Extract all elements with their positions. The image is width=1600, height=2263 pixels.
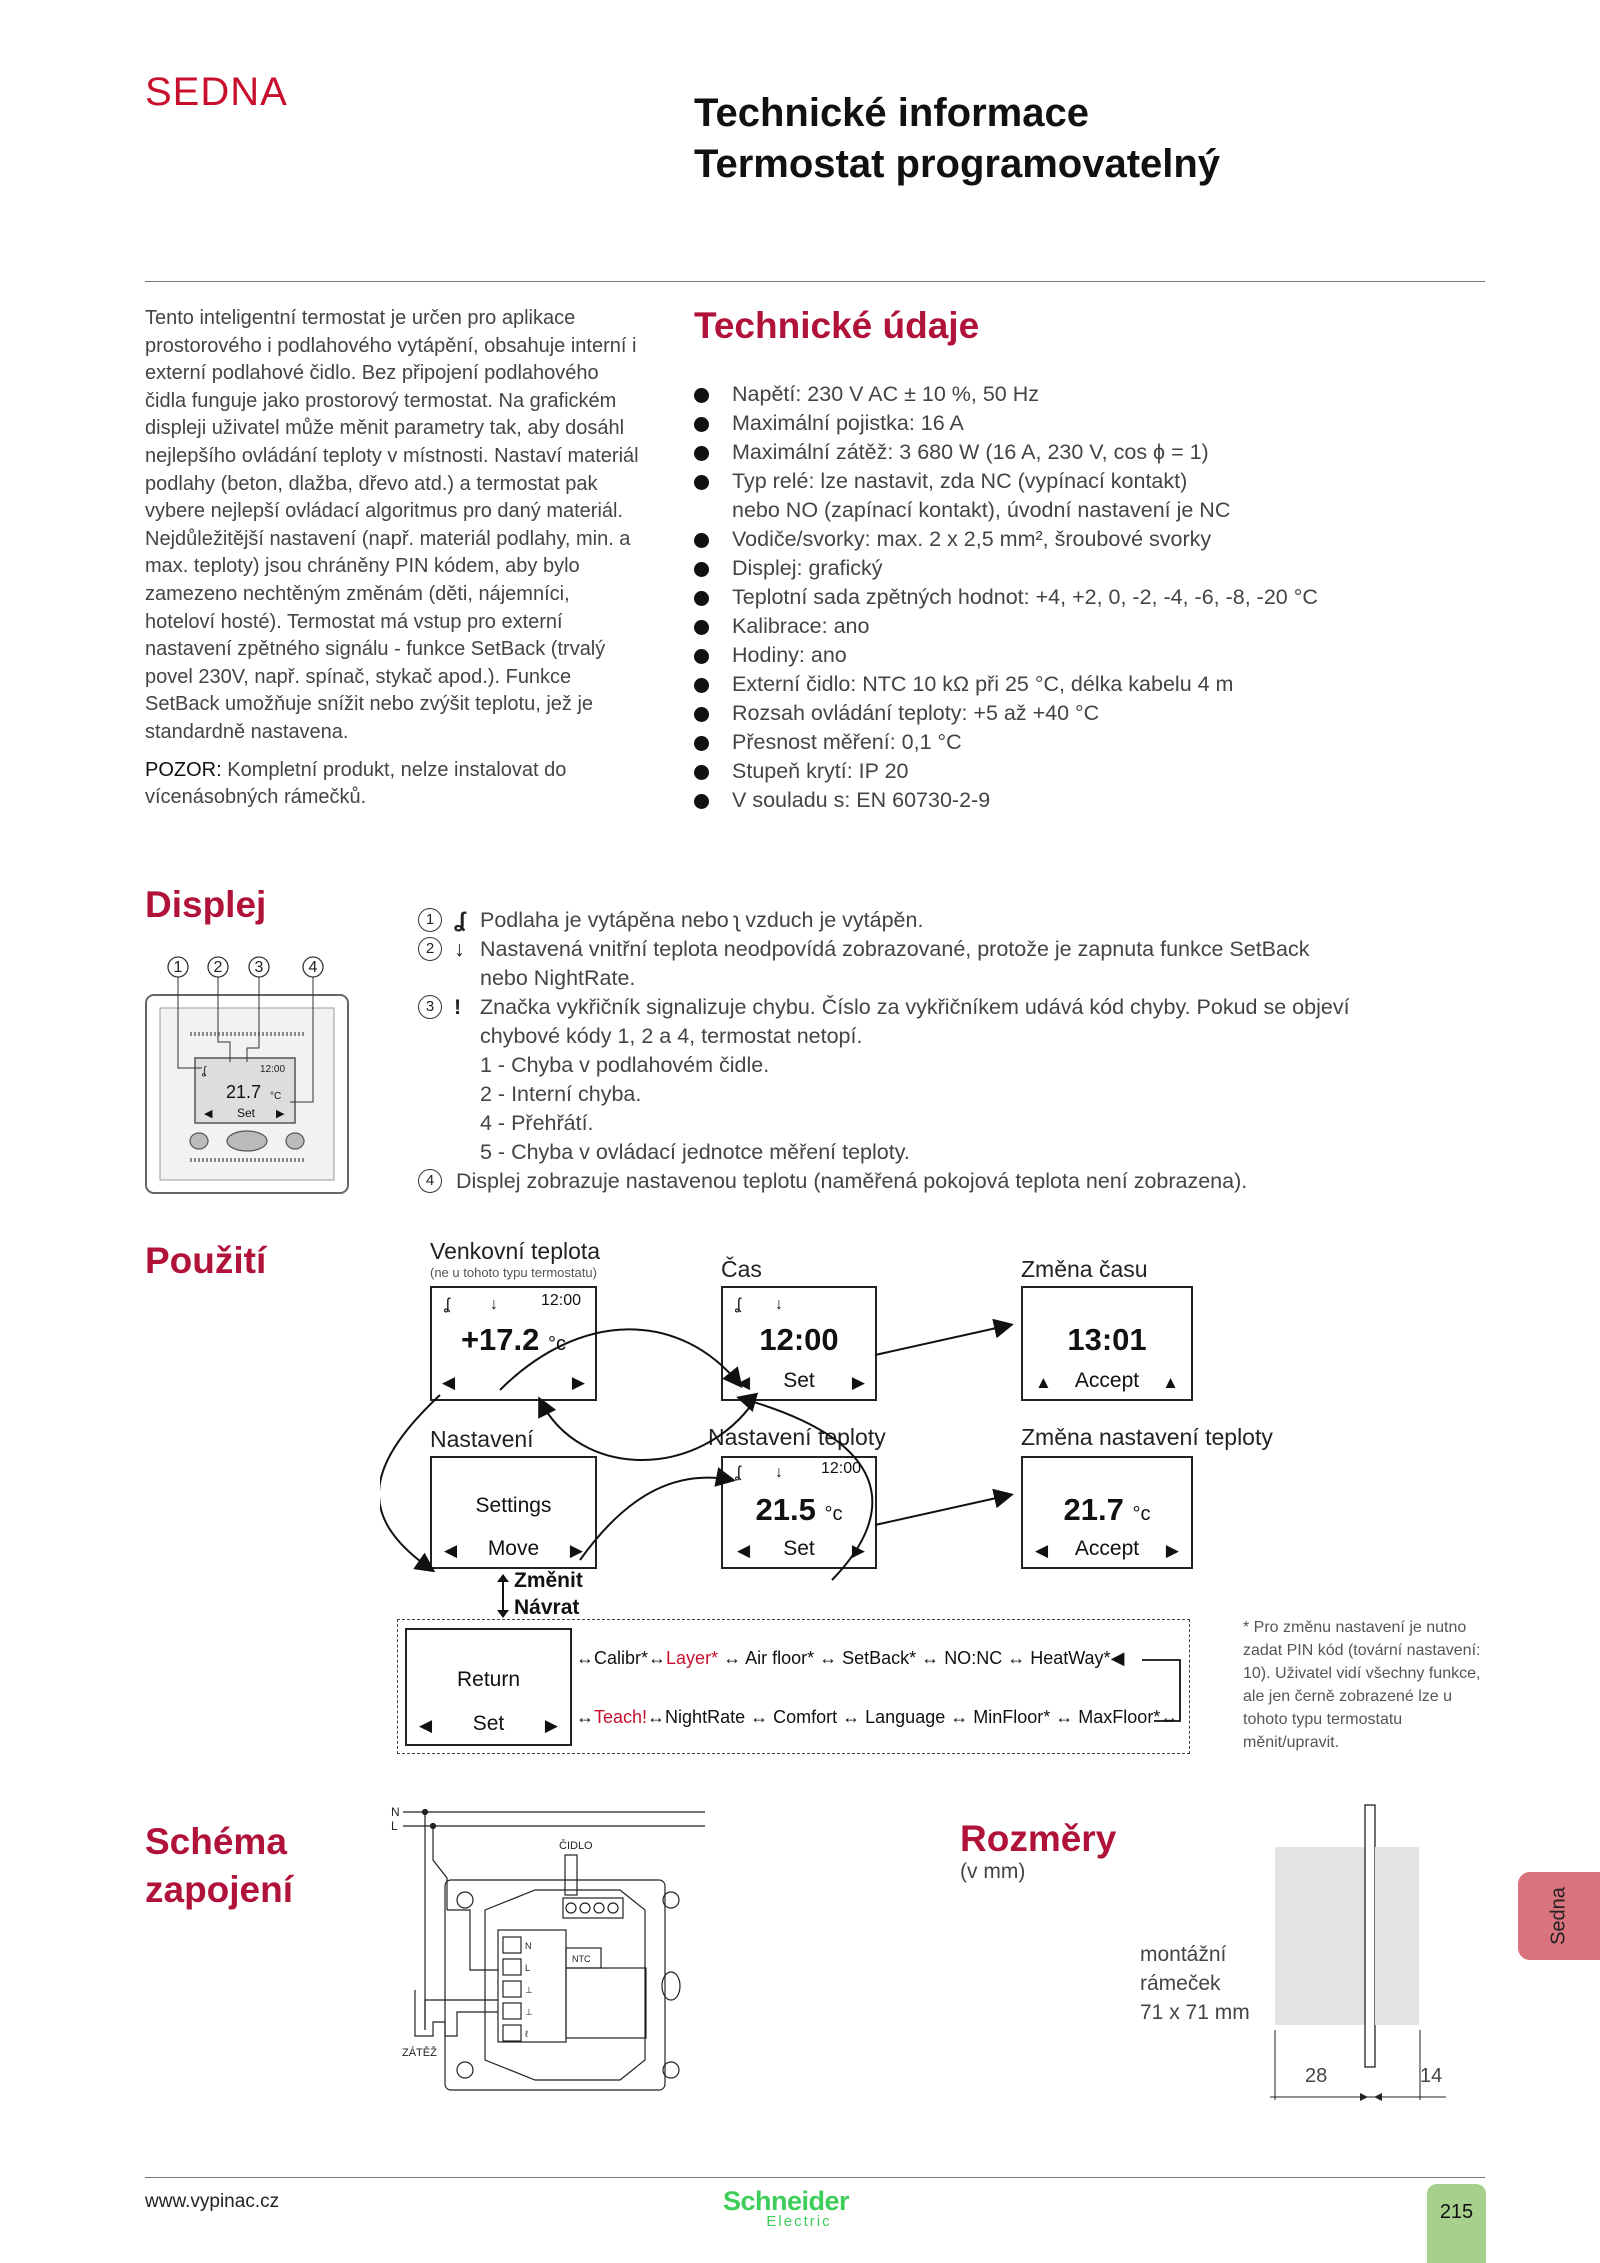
setback-arrow-icon: ↓ <box>775 1464 783 1481</box>
lcd-time: 12:00 <box>540 1292 581 1309</box>
setback-arrow-icon: ↓ <box>490 1296 498 1313</box>
marker-1: 1 <box>173 959 183 976</box>
sensor-label: ČIDLO <box>559 1840 593 1852</box>
display-note-4: 4 Displej zobrazuje nastavenou teplotu (naměřená pokojová teplota není zobrazena). <box>418 1167 1418 1196</box>
depth-b: 14 <box>1420 2065 1443 2087</box>
brand-title: SEDNA <box>145 70 288 114</box>
up-arrow-icon: ▲ <box>1035 1373 1052 1392</box>
spec-item: Hodiny: ano <box>694 641 1318 670</box>
spec-item: Maximální zátěž: 3 680 W (16 A, 230 V, cos ϕ = 1) <box>694 438 1318 467</box>
exclamation-icon: ! <box>454 995 462 1019</box>
lcd-bottom-label: Accept <box>1074 1537 1140 1560</box>
change-label: Změnit <box>514 1569 583 1592</box>
left-arrow-icon: ◀ <box>737 1373 751 1392</box>
up-arrow-icon: ▲ <box>1162 1373 1179 1392</box>
dimensions-unit: (v mm) <box>960 1860 1026 1883</box>
thermostat-device-figure <box>140 950 355 1200</box>
device-button-right <box>286 1133 304 1149</box>
right-arrow-icon: ▶ <box>851 1373 865 1392</box>
marker-3: 3 <box>254 959 264 976</box>
page-title <box>694 88 1220 190</box>
device-button-left <box>190 1133 208 1149</box>
wire-n-label: N <box>391 1805 400 1819</box>
spec-item: Přesnost měření: 0,1 °C <box>694 728 1318 757</box>
chain-item: Layer* <box>666 1648 719 1668</box>
terminal-5: ℓ <box>525 2029 528 2039</box>
terminal-l: L <box>525 1963 531 1973</box>
display-heading: Displej <box>145 884 267 925</box>
settings-chain-top: ↔Calibr*↔Layer* ↔ Air floor* ↔ SetBack* ↔ NO:NC ↔ HeatWay*◀ <box>576 1648 1125 1668</box>
settings-chain-bottom: ↔Teach!↔NightRate ↔ Comfort ↔ Language ↔ MinFloor* ↔ MaxFloor*↔ <box>576 1707 1179 1727</box>
intro-warning <box>145 757 645 812</box>
tech-spec-list <box>694 380 1318 815</box>
display-note-continuation: chybové kódy 1, 2 a 4, termostat netopí. <box>480 1024 863 1048</box>
footer-url[interactable]: www.vypinac.cz <box>145 2191 280 2212</box>
lcd-value: Settings <box>475 1494 552 1517</box>
lcd-bottom-label: Set <box>472 1712 505 1735</box>
lcd-bottom-label: Accept <box>1074 1369 1140 1392</box>
wiring-heading-line-2: zapojení <box>145 1869 294 1910</box>
ntc-label: NTC <box>572 1954 591 1964</box>
outdoor-temp-label: Venkovní teplota <box>430 1238 601 1264</box>
dimensions-heading: Rozměry <box>960 1818 1117 1859</box>
device-label: Set <box>237 1106 256 1120</box>
page-title-line-1: Technické informace <box>694 91 1089 135</box>
lcd-time: 12:00 <box>820 1460 861 1477</box>
right-arrow-icon: ▶ <box>544 1716 558 1735</box>
lcd-bottom-label: Move <box>487 1537 540 1560</box>
dimensions-drawing <box>1270 1800 1450 2110</box>
spec-item: Teplotní sada zpětných hodnot: +4, +2, 0, -2, -4, -6, -8, -20 °C <box>694 583 1318 612</box>
left-arrow-icon: ◀ <box>737 1541 751 1560</box>
lcd-return <box>405 1628 572 1746</box>
spec-item: Stupeň krytí: IP 20 <box>694 757 1318 786</box>
lcd-value: 12:00 <box>759 1322 839 1357</box>
display-note: 1 ʆ Podlaha je vytápěna nebo ʅ vzduch je vytápěn. <box>418 906 1418 935</box>
terminal-4: ⊥ <box>525 2007 533 2017</box>
temp-setting-label: Nastavení teploty <box>708 1424 886 1450</box>
floor-heat-icon: ʆ <box>735 1296 741 1313</box>
lcd-value: 13:01 <box>1067 1322 1147 1357</box>
setback-arrow-icon: ↓ <box>775 1296 783 1313</box>
chain-item: MaxFloor* <box>1078 1707 1161 1727</box>
logo-bottom: Electric <box>766 2213 832 2230</box>
time-change-label: Změna času <box>1021 1256 1148 1282</box>
terminal-3: ⊥ <box>525 1985 533 1995</box>
lcd-value: 21.5 °c <box>755 1492 843 1527</box>
lcd-bottom-label: Set <box>783 1369 815 1392</box>
spec-item: Displej: grafický <box>694 554 1318 583</box>
lcd-value: Return <box>456 1668 521 1691</box>
chain-item: Comfort <box>773 1707 838 1727</box>
spec-item: Rozsah ovládání teploty: +5 až +40 °C <box>694 699 1318 728</box>
spec-item: Maximální pojistka: 16 A <box>694 409 1318 438</box>
svg-text:◀: ◀ <box>204 1108 213 1120</box>
marker-2: 2 <box>213 959 223 976</box>
depth-a: 28 <box>1305 2065 1328 2087</box>
side-tab-label: Sedna <box>1547 1887 1570 1945</box>
frame-size-label: montážní rámeček 71 x 71 mm <box>1140 1943 1250 2024</box>
tech-heading: Technické údaje <box>694 305 980 346</box>
settings-label: Nastavení <box>430 1426 534 1452</box>
marker-4: 4 <box>308 959 318 976</box>
left-arrow-icon: ◀ <box>444 1541 458 1560</box>
section-side-tab[interactable] <box>1518 1872 1600 1960</box>
schneider-logo <box>711 2188 861 2230</box>
spec-relay: Typ relé: lze nastavit, zda NC (vypínací kontakt) <box>732 469 1188 493</box>
lcd-value: 21.7 °c <box>1063 1492 1151 1527</box>
page-number: 215 <box>1427 2184 1486 2263</box>
chain-item: Language <box>865 1707 946 1727</box>
wiring-heading <box>145 1818 293 1914</box>
warning-text: Kompletní produkt, nelze instalovat do vícenásobných rámečků. <box>145 758 567 809</box>
spec-relay-continuation: nebo NO (zapínací kontakt), úvodní nastavení je NC <box>732 498 1231 522</box>
svg-text:▶: ▶ <box>276 1108 285 1120</box>
right-arrow-icon: ▶ <box>851 1541 865 1560</box>
device-button-center <box>227 1131 267 1151</box>
intro-paragraph: Tento inteligentní termostat je určen pro aplikace prostorového i podlahového vytápění, obsahuje interní i externí podlahové čidlo. Bez připojení podlahového čidla funguje jako prostorový termostat. Na grafickém displeji uživatel může měnit parametry tak, aby dosáhl nejlepšího ovládání teploty v místnosti. Nastaví materiál podlahy (beton, dlažba, dřevo atd.) a termostat pak vybere nejlepší ovládací algoritmus pro daný materiál. Nejdůležitější nastavení (např. materiál podlahy, min. a max. teploty) jsou chráněny PIN kódem, aby bylo zamezeno nechtěným změnám (děti, nájemníci, hoteloví hosté). Termostat má vstup pro externí nastavení zpětného signálu - funkce SetBack (trvalý povel 230V, např. spínač, stykač apod.). Funkce SetBack umožňuje snížit nebo zvýšit teplotu, jež je standardně nastavena. <box>145 307 639 743</box>
chain-item: Air floor* <box>745 1648 815 1668</box>
right-arrow-icon: ▶ <box>1165 1541 1179 1560</box>
spec-item: V souladu s: EN 60730-2-9 <box>694 786 1318 815</box>
logo-top: Schneider <box>722 2186 850 2216</box>
chain-item: NO:NC <box>944 1648 1003 1668</box>
back-label: Návrat <box>514 1596 580 1619</box>
chain-item: NightRate <box>665 1707 746 1727</box>
lcd-bottom-label: Set <box>783 1537 815 1560</box>
device-unit: °C <box>270 1091 282 1102</box>
display-note-continuation: nebo NightRate. <box>480 966 636 990</box>
display-note: 2 ↓ Nastavená vnitřní teplota neodpovídá zobrazované, protože je zapnuta funkce SetBack <box>418 935 1418 964</box>
error-code-2: 2 - Interní chyba. <box>480 1082 642 1106</box>
warning-label: POZOR: <box>145 758 222 781</box>
time-label: Čas <box>721 1256 762 1282</box>
pin-note: * Pro změnu nastavení je nutno zadat PIN kód (tovární nastavení: 10). Uživatel vidí všechny funkce, ale jen černě zobrazené lze u tohoto typu termostatu měnit/upravit. <box>1243 1619 1481 1751</box>
left-arrow-icon: ◀ <box>1035 1541 1049 1560</box>
chain-item: HeatWay* <box>1030 1648 1111 1668</box>
right-arrow-icon: ▶ <box>571 1373 585 1392</box>
terminal-n: N <box>525 1941 532 1951</box>
device-time: 12:00 <box>260 1064 286 1075</box>
spec-item: Externí čidlo: NTC 10 kΩ při 25 °C, délka kabelu 4 m <box>694 670 1318 699</box>
outdoor-temp-sublabel: (ne u tohoto typu termostatu) <box>430 1265 597 1280</box>
right-arrow-icon: ▶ <box>569 1541 583 1560</box>
chain-item: MinFloor* <box>973 1707 1051 1727</box>
floor-heat-icon: ʆ <box>735 1464 741 1481</box>
floor-heat-icon: ʆ <box>444 1296 450 1313</box>
setback-arrow-icon: ↓ <box>454 937 465 961</box>
intro-text <box>145 305 645 822</box>
error-code-1: 1 - Chyba v podlahovém čidle. <box>480 1053 770 1077</box>
spec-item: Vodiče/svorky: max. 2 x 2,5 mm², šroubové svorky <box>694 525 1318 554</box>
device-temp: 21.7 <box>226 1082 262 1102</box>
wiring-diagram <box>385 1800 715 2100</box>
header-rule <box>145 281 1485 282</box>
chain-item: SetBack* <box>842 1648 917 1668</box>
floor-heat-icon: ʆ <box>454 908 466 932</box>
lcd-value: +17.2 °c <box>460 1322 567 1357</box>
footer-rule <box>145 2177 1485 2178</box>
chain-item: Teach! <box>594 1707 648 1727</box>
display-note: 3 ! Značka vykřičník signalizuje chybu. Číslo za vykřičníkem udává kód chyby. Pokud se objeví <box>418 993 1418 1022</box>
left-arrow-icon: ◀ <box>442 1373 456 1392</box>
error-code-4: 4 - Přehřátí. <box>480 1111 594 1135</box>
menu-flow-arrows <box>380 1280 1080 1620</box>
temp-change-label: Změna nastavení teploty <box>1021 1424 1273 1450</box>
spec-item <box>694 467 1318 525</box>
chain-loop-connector <box>1140 1655 1188 1727</box>
page-title-line-2: Termostat programovatelný <box>694 142 1221 186</box>
load-label: ZÁTĚŽ <box>402 2047 437 2059</box>
display-notes <box>418 906 1418 1196</box>
wiring-heading-line-1: Schéma <box>145 1821 287 1862</box>
left-arrow-icon: ◀ <box>419 1716 433 1735</box>
chain-item: Calibr* <box>594 1648 649 1668</box>
usage-heading: Použití <box>145 1240 267 1281</box>
spec-item: Napětí: 230 V AC ± 10 %, 50 Hz <box>694 380 1318 409</box>
svg-text:ʆ: ʆ <box>202 1065 206 1077</box>
error-code-5: 5 - Chyba v ovládací jednotce měření teploty. <box>480 1140 910 1164</box>
wire-l-label: L <box>391 1819 398 1833</box>
spec-item: Kalibrace: ano <box>694 612 1318 641</box>
